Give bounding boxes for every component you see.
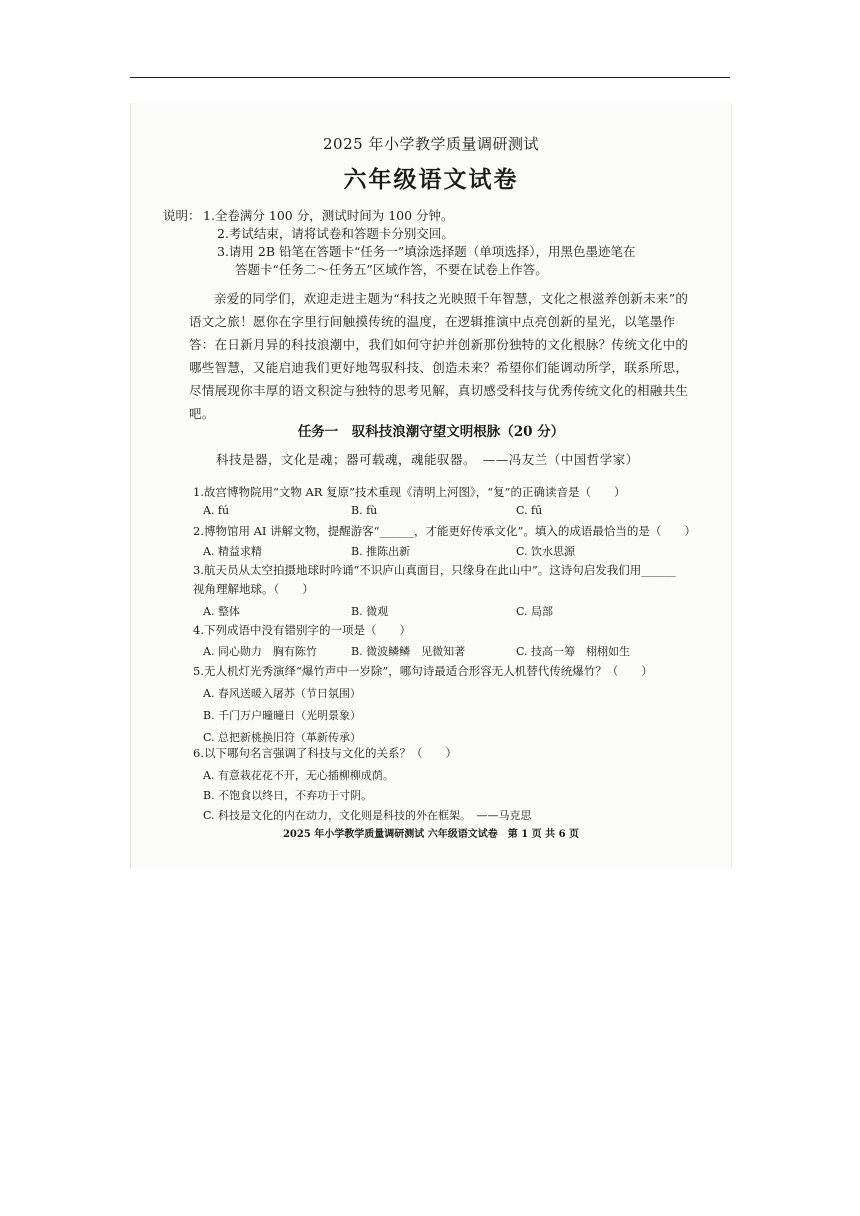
exam-page <box>130 103 732 868</box>
instruction-line-2: 2.考试结束，请将试卷和答题卡分别交回。 <box>217 226 454 241</box>
task-one-title: 任务一 驭科技浪潮守望文明根脉（20 分） <box>297 424 565 440</box>
question-6-option-b: B. 不饱食以终日，不弃功于寸阴。 <box>203 789 373 802</box>
page-footer: 2025 年小学教学质量调研测试 六年级语文试卷 第 1 页 共 6 页 <box>282 829 580 840</box>
question-2-stem: 2.博物馆用 AI 讲解文物，提醒游客“______，才能更好传承文化”。填入的成语最恰当的是（ ） <box>193 524 696 538</box>
instruction-line-1: 1.全卷满分 100 分，测试时间为 100 分钟。 <box>203 208 454 223</box>
instruction-line-4: 答题卡“任务二～任务五”区域作答，不要在试卷上作答。 <box>235 262 548 277</box>
question-6-stem: 6.以下哪句名言强调了科技与文化的关系？（ ） <box>193 746 457 760</box>
instructions-label: 说明： <box>163 208 201 223</box>
top-rule <box>130 77 730 78</box>
question-5-option-b: B. 千门万户曈曈日（光明景象） <box>203 709 362 722</box>
question-4-option-b: B. 微波鳞鳞 见微知著 <box>351 645 466 658</box>
question-6-option-c: C. 科技是文化的内在动力，文化则是科技的外在框架。 ——马克思 <box>203 809 532 822</box>
question-2-option-b: B. 推陈出新 <box>351 545 411 558</box>
question-4-stem: 4.下列成语中没有错别字的一项是（ ） <box>193 623 411 637</box>
instruction-line-3: 3.请用 2B 铅笔在答题卡“任务一”填涂选择题（单项选择），用黑色墨迹笔在 <box>217 244 636 259</box>
question-1-option-a: A. fú <box>203 504 230 517</box>
question-5-option-a: A. 春风送暖入屠苏（节日氛围） <box>203 687 361 700</box>
question-1-option-b: B. fù <box>351 504 378 517</box>
question-4-option-c: C. 技高一筹 栩栩如生 <box>516 645 631 658</box>
task-one-quote: 科技是器，文化是魂；器可载魂，魂能驭器。 ——冯友兰（中国哲学家） <box>216 452 639 467</box>
question-6-option-a: A. 有意栽花花不开，无心插柳柳成荫。 <box>203 769 394 782</box>
question-3-option-a: A. 整体 <box>203 605 240 618</box>
question-3-option-b: B. 微观 <box>351 605 389 618</box>
question-3-stem: 3.航天员从太空拍摄地球时吟诵“不识庐山真面目，只缘身在此山中”。这诗句启发我们用______ <box>193 563 676 577</box>
intro-paragraph: 亲爱的同学们，欢迎走进主题为“科技之光映照千年智慧，文化之根滋养创新未来”的语文之旅！愿你在字里行间触摸传统的温度，在逻辑推演中点亮创新的星光，以笔墨作答：在日新月异的科技浪潮中，我们如何守护并创新那份独特的文化根脉？传统文化中的哪些智慧，又能启迪我们更好地驾驭科技、创造未来？希望你们能调动所学，联系所思，尽情展现你丰厚的语文积淀与独特的思考见解，真切感受科技与优秀传统文化的相融共生吧。 <box>189 291 689 421</box>
question-3-option-c: C. 局部 <box>516 605 554 618</box>
question-1-stem: 1.故宫博物院用“文物 AR 复原”技术重现《清明上河图》，“复”的正确读音是（ ） <box>193 485 626 499</box>
exam-title: 六年级语文试卷 <box>343 166 519 193</box>
question-4-option-a: A. 同心勋力 胸有陈竹 <box>203 645 317 658</box>
question-5-option-c: C. 总把新桃换旧符（革新传承） <box>203 731 362 744</box>
question-5-stem: 5.无人机灯光秀演绎“爆竹声中一岁除”，哪句诗最适合形容无人机替代传统爆竹？（ ） <box>193 664 653 678</box>
question-1-option-c: C. fū <box>516 504 543 517</box>
exam-subtitle: 2025 年小学教学质量调研测试 <box>323 135 539 153</box>
question-2-option-a: A. 精益求精 <box>203 545 262 558</box>
question-2-option-c: C. 饮水思源 <box>516 545 576 558</box>
question-3-stem-continued: 视角理解地球。（ ） <box>193 582 314 596</box>
